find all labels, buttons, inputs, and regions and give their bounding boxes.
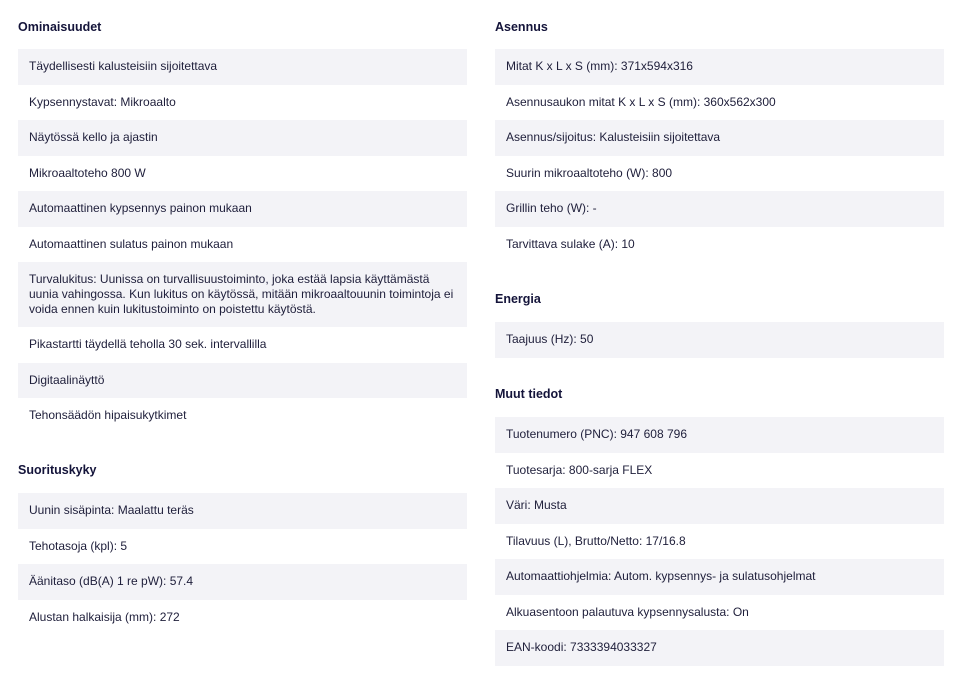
list-item	[495, 191, 944, 227]
list-item	[495, 559, 944, 595]
list-item	[18, 363, 467, 399]
spec-text: Automaattiohjelmia: Autom. kypsennys- ja sulatusohjelmat	[506, 569, 816, 584]
muut-tiedot-list	[495, 417, 944, 666]
section-title-energia: Energia	[495, 292, 541, 306]
list-item	[495, 120, 944, 156]
list-item	[18, 156, 467, 192]
asennus-list	[495, 49, 944, 262]
spec-text: Väri: Musta	[506, 498, 567, 513]
ominaisuudet-list	[18, 49, 467, 434]
list-item	[18, 120, 467, 156]
spec-text: Tuotesarja: 800-sarja FLEX	[506, 462, 653, 477]
list-item	[495, 453, 944, 489]
section-title-asennus: Asennus	[495, 20, 548, 34]
list-item	[18, 398, 467, 434]
section-title-suorituskyky: Suorituskyky	[18, 463, 97, 477]
spec-text: Suurin mikroaaltoteho (W): 800	[506, 165, 673, 180]
suorituskyky-list	[18, 493, 467, 635]
spec-text: Asennusaukon mitat K x L x S (mm): 360x562x300	[506, 94, 776, 109]
list-item	[18, 564, 467, 600]
list-item	[18, 262, 467, 327]
list-item	[495, 417, 944, 453]
spec-text: Grillin teho (W): -	[506, 201, 597, 216]
spec-text: Alkuasentoon palautuva kypsennysalusta: On	[506, 604, 749, 619]
list-item	[495, 227, 944, 263]
spec-text: Automaattinen kypsennys painon mukaan	[29, 201, 252, 216]
list-item	[18, 327, 467, 363]
spec-text: Tehotasoja (kpl): 5	[29, 538, 128, 553]
list-item	[18, 529, 467, 565]
spec-text: Näytössä kello ja ajastin	[29, 130, 158, 145]
spec-text: Automaattinen sulatus painon mukaan	[29, 236, 234, 251]
spec-text: Turvalukitus: Uunissa on turvallisuustoiminto, joka estää lapsia käyttämästä uunia vahingossa. Kun lukitus on käytössä, mitään mikroaaltouunin toimintoja ei voida ennen kuin lukitustoiminto on poistettu käytöstä.	[29, 272, 454, 316]
spec-text: Mikroaaltoteho 800 W	[29, 165, 146, 180]
list-item	[18, 49, 467, 85]
spec-text: Uunin sisäpinta: Maalattu teräs	[29, 503, 194, 518]
spec-text: EAN-koodi: 7333394033327	[506, 640, 657, 655]
spec-text: Asennus/sijoitus: Kalusteisiin sijoitettava	[506, 130, 721, 145]
list-item	[495, 322, 944, 358]
spec-text: Taajuus (Hz): 50	[506, 332, 594, 347]
list-item	[495, 488, 944, 524]
spec-text: Äänitaso (dB(A) 1 re pW): 57.4	[29, 574, 194, 589]
spec-text: Tarvittava sulake (A): 10	[506, 236, 635, 251]
spec-text: Mitat K x L x S (mm): 371x594x316	[506, 59, 693, 74]
list-item	[18, 191, 467, 227]
list-item	[495, 49, 944, 85]
spec-text: Tehonsäädön hipaisukytkimet	[29, 408, 187, 423]
energia-list	[495, 322, 944, 358]
list-item	[495, 595, 944, 631]
list-item	[495, 156, 944, 192]
spec-text: Digitaalinäyttö	[29, 372, 105, 387]
list-item	[18, 600, 467, 636]
spec-text: Alustan halkaisija (mm): 272	[29, 609, 180, 624]
section-title-ominaisuudet: Ominaisuudet	[18, 20, 102, 34]
section-title-muut-tiedot: Muut tiedot	[495, 387, 563, 401]
list-item	[495, 85, 944, 121]
list-item	[495, 524, 944, 560]
spec-text: Tuotenumero (PNC): 947 608 796	[506, 427, 687, 442]
spec-text: Kypsennystavat: Mikroaalto	[29, 94, 176, 109]
spec-text: Tilavuus (L), Brutto/Netto: 17/16.8	[506, 533, 686, 548]
list-item	[495, 630, 944, 666]
spec-text: Pikastartti täydellä teholla 30 sek. intervallilla	[29, 337, 267, 352]
list-item	[18, 493, 467, 529]
list-item	[18, 85, 467, 121]
spec-text: Täydellisesti kalusteisiin sijoitettava	[29, 59, 218, 74]
list-item	[18, 227, 467, 263]
